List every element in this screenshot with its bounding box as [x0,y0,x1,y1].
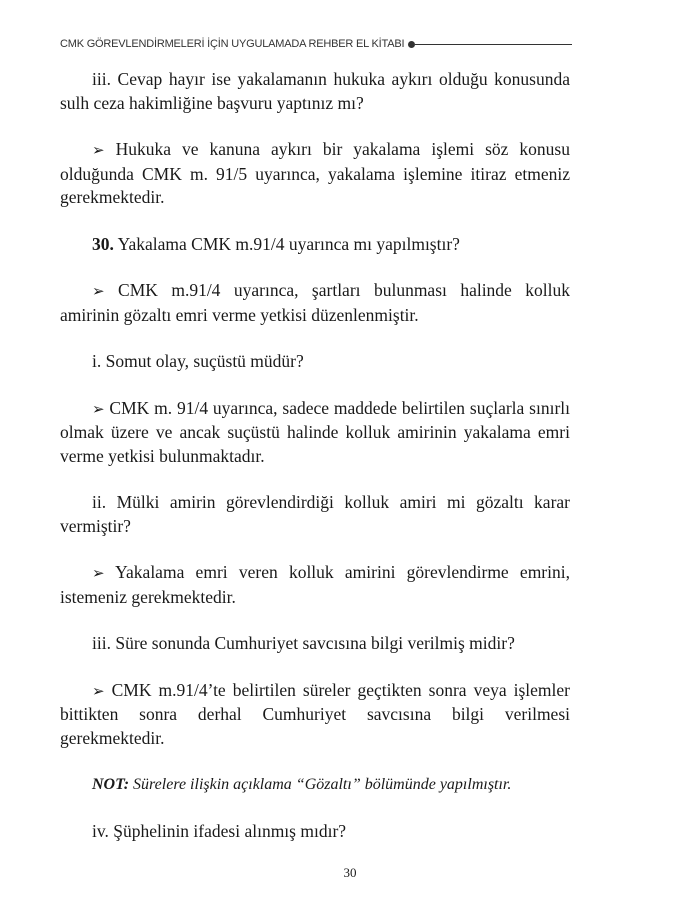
question-30: 30. Yakalama CMK m.91/4 uyarınca mı yapılmıştır? [92,233,460,254]
answer-91-4-authority: ➢ CMK m.91/4 uyarınca, şartları bulunması halinde kolluk amirinin gözaltı emri verme yetkisi düzenlenmiştir. [60,280,570,325]
question-iii-appeal: iii. Cevap hayır ise yakalamanın hukuka aykırı olduğu konusunda sulh ceza hakimliğine başvuru yaptınız mı? [60,69,570,113]
header-title: CMK GÖREVLENDİRMELERİ İÇİN UYGULAMADA REHBER EL KİTABI [60,38,405,50]
question-ii-administrative: ii. Mülki amirin görevlendirdiği kolluk amiri mi gözaltı karar vermiştir? [60,492,570,536]
question-iv-statement: iv. Şüphelinin ifadesi alınmış mıdır? [92,820,347,841]
header-bullet-dot [408,41,415,48]
page-number: 30 [343,865,357,880]
arrow-bullet-icon: ➢ [92,399,105,418]
header-rule [415,44,572,45]
answer-in-flagrante: ➢ CMK m. 91/4 uyarınca, sadece maddede belirtilen suçlarla sınırlı olmak üzere ve ancak suçüstü halinde kolluk amirinin yakalama emri verme yetkisi bulunmaktadır. [60,397,570,466]
note-paragraph: NOT: Sürelere ilişkin açıklama “Gözaltı” bölümünde yapılmıştır. [92,776,512,793]
question-iii-prosecutor: iii. Süre sonunda Cumhuriyet savcısına bilgi verilmiş midir? [92,633,515,653]
arrow-bullet-icon: ➢ [92,141,105,159]
question-number: 30. [92,233,114,254]
arrow-bullet-icon: ➢ [92,564,105,582]
arrow-bullet-icon: ➢ [92,681,105,700]
note-label: NOT: [92,776,130,793]
answer-unlawful-arrest: ➢ Hukuka ve kanuna aykırı bir yakalama işlemi söz konusu olduğunda CMK m. 91/5 uyarınca, yakalama işlemine itiraz etmeniz gerekmektedir. [60,139,570,207]
question-i-in-flagrante: i. Somut olay, suçüstü müdür? [92,351,304,371]
answer-inform-prosecutor: ➢ CMK m.91/4’te belirtilen süreler geçtikten sonra veya işlemler bittikten sonra derhal Cumhuriyet savcısına bilgi verilmesi gerekmektedir. [60,679,570,748]
page-body [60,68,570,866]
running-header [60,36,572,52]
answer-assignment-order: ➢ Yakalama emri veren kolluk amirini görevlendirme emrini, istemeniz gerekmektedir. [60,562,570,607]
arrow-bullet-icon: ➢ [92,282,105,300]
